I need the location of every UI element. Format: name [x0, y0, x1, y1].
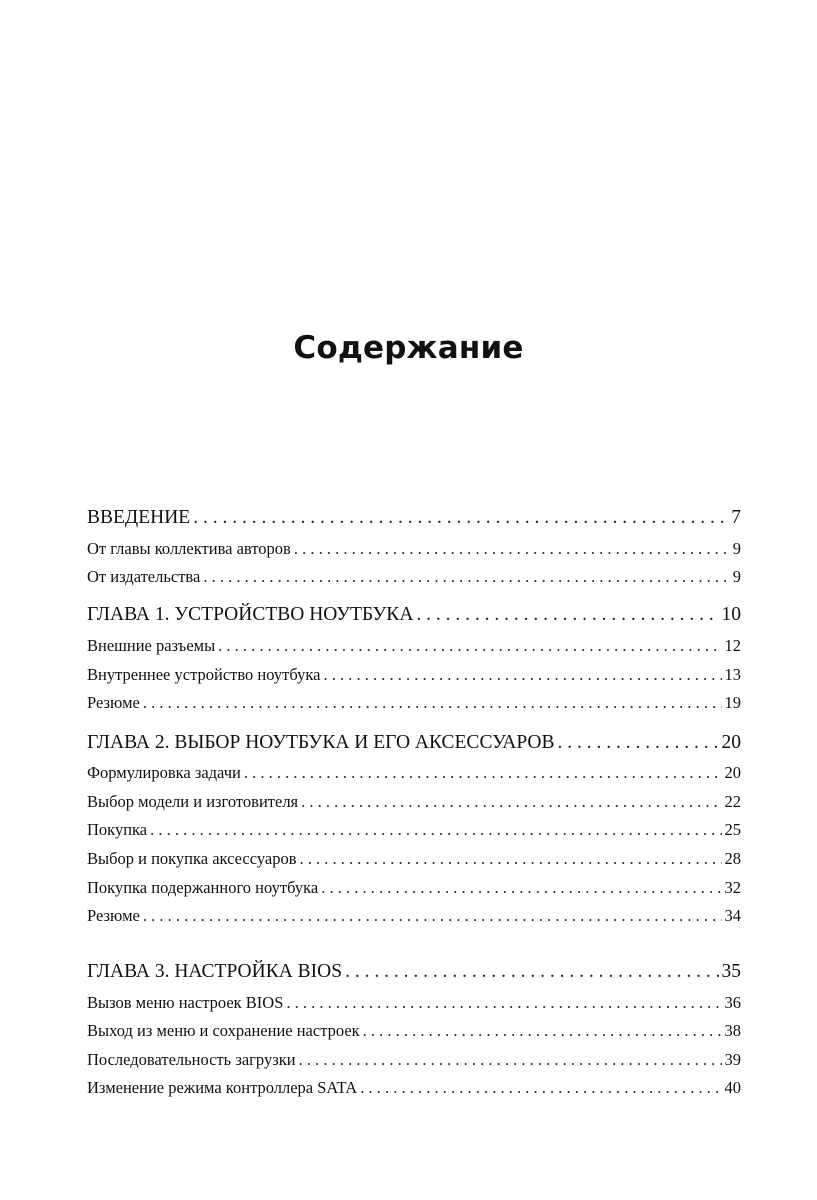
toc-entry-label: ГЛАВА 1. УСТРОЙСТВО НОУТБУКА [87, 604, 414, 625]
page-title: Содержание [293, 330, 524, 366]
toc-entry-label: Внешние разъемы [87, 636, 216, 655]
dot-leader [300, 849, 722, 869]
toc-entry-chapter-2[interactable] [87, 732, 741, 754]
toc-entry-section[interactable] [87, 993, 741, 1013]
toc-entry-label: От главы коллектива авторов [87, 539, 291, 558]
dot-leader [218, 636, 721, 656]
dot-leader [193, 507, 728, 529]
toc-entry-section[interactable] [87, 1078, 741, 1098]
toc-entry-page: 36 [724, 993, 741, 1012]
toc-entry-page: 40 [724, 1078, 741, 1097]
toc-entry-page: 20 [721, 732, 741, 753]
dot-leader [558, 732, 719, 754]
toc-entry-page: 39 [724, 1050, 741, 1069]
dot-leader [323, 665, 721, 685]
toc-entry-section[interactable] [87, 665, 741, 685]
toc-entry-page: 35 [721, 961, 741, 982]
dot-leader [203, 567, 729, 587]
dot-leader [301, 792, 721, 812]
toc-entry-page: 25 [724, 820, 741, 839]
dot-leader [345, 961, 718, 983]
toc-entry-section[interactable] [87, 636, 741, 656]
toc-entry-page: 28 [724, 849, 741, 868]
toc-entry-label: ГЛАВА 3. НАСТРОЙКА BIOS [87, 961, 343, 982]
toc-entry-page: 10 [721, 604, 741, 625]
toc-entry-label: Выбор модели и изготовителя [87, 792, 299, 811]
toc-entry-section[interactable] [87, 849, 741, 869]
toc-entry-label: Выход из меню и сохранение настроек [87, 1021, 360, 1040]
toc-entry-chapter-3[interactable] [87, 961, 741, 983]
toc-entry-page: 9 [732, 567, 741, 586]
toc-entry-section[interactable] [87, 906, 741, 926]
toc-entry-section[interactable] [87, 820, 741, 840]
toc-entry-label: Выбор и покупка аксессуаров [87, 849, 297, 868]
toc-entry-chapter-1[interactable] [87, 604, 741, 626]
toc-entry-label: Вызов меню настроек BIOS [87, 993, 284, 1012]
toc-entry-page: 9 [732, 539, 741, 558]
toc-entry-section[interactable] [87, 763, 741, 783]
toc-entry-page: 13 [724, 665, 741, 684]
toc-entry-page: 20 [724, 763, 741, 782]
dot-leader [294, 539, 730, 559]
toc-entry-page: 32 [724, 878, 741, 897]
toc-entry-label: Резюме [87, 693, 140, 712]
toc-entry-page: 34 [724, 906, 741, 925]
dot-leader [150, 820, 721, 840]
toc-entry-label: Последовательность загрузки [87, 1050, 296, 1069]
dot-leader [360, 1078, 721, 1098]
toc-entry-page: 12 [724, 636, 741, 655]
dot-leader [286, 993, 721, 1013]
toc-entry-page: 22 [724, 792, 741, 811]
toc-entry-label: ГЛАВА 2. ВЫБОР НОУТБУКА И ЕГО АКСЕССУАРОВ [87, 732, 555, 753]
dot-leader [416, 604, 718, 626]
dot-leader [363, 1021, 722, 1041]
toc-entry-label: Покупка [87, 820, 148, 839]
toc-entry-section[interactable] [87, 792, 741, 812]
toc-entry-introduction[interactable] [87, 507, 741, 529]
toc-entry-page: 7 [731, 507, 741, 528]
toc-entry-label: Покупка подержанного ноутбука [87, 878, 319, 897]
toc-entry-page: 19 [724, 693, 741, 712]
dot-leader [143, 693, 722, 713]
dot-leader [299, 1050, 722, 1070]
toc-entry-label: От издательства [87, 567, 201, 586]
toc-entry-section[interactable] [87, 878, 741, 898]
toc-entry-label: Внутреннее устройство ноутбука [87, 665, 321, 684]
toc-entry-label: Изменение режима контроллера SATA [87, 1078, 358, 1097]
toc-entry-label: Формулировка задачи [87, 763, 241, 782]
dot-leader [143, 906, 722, 926]
toc-entry-section[interactable] [87, 1021, 741, 1041]
dot-leader [321, 878, 721, 898]
toc-entry-section[interactable] [87, 1050, 741, 1070]
toc-entry-label: Резюме [87, 906, 140, 925]
toc-entry-section[interactable] [87, 539, 741, 559]
toc-entry-page: 38 [724, 1021, 741, 1040]
toc-entry-label: ВВЕДЕНИЕ [87, 507, 191, 528]
toc-entry-section[interactable] [87, 693, 741, 713]
dot-leader [244, 763, 722, 783]
toc-entry-section[interactable] [87, 567, 741, 587]
